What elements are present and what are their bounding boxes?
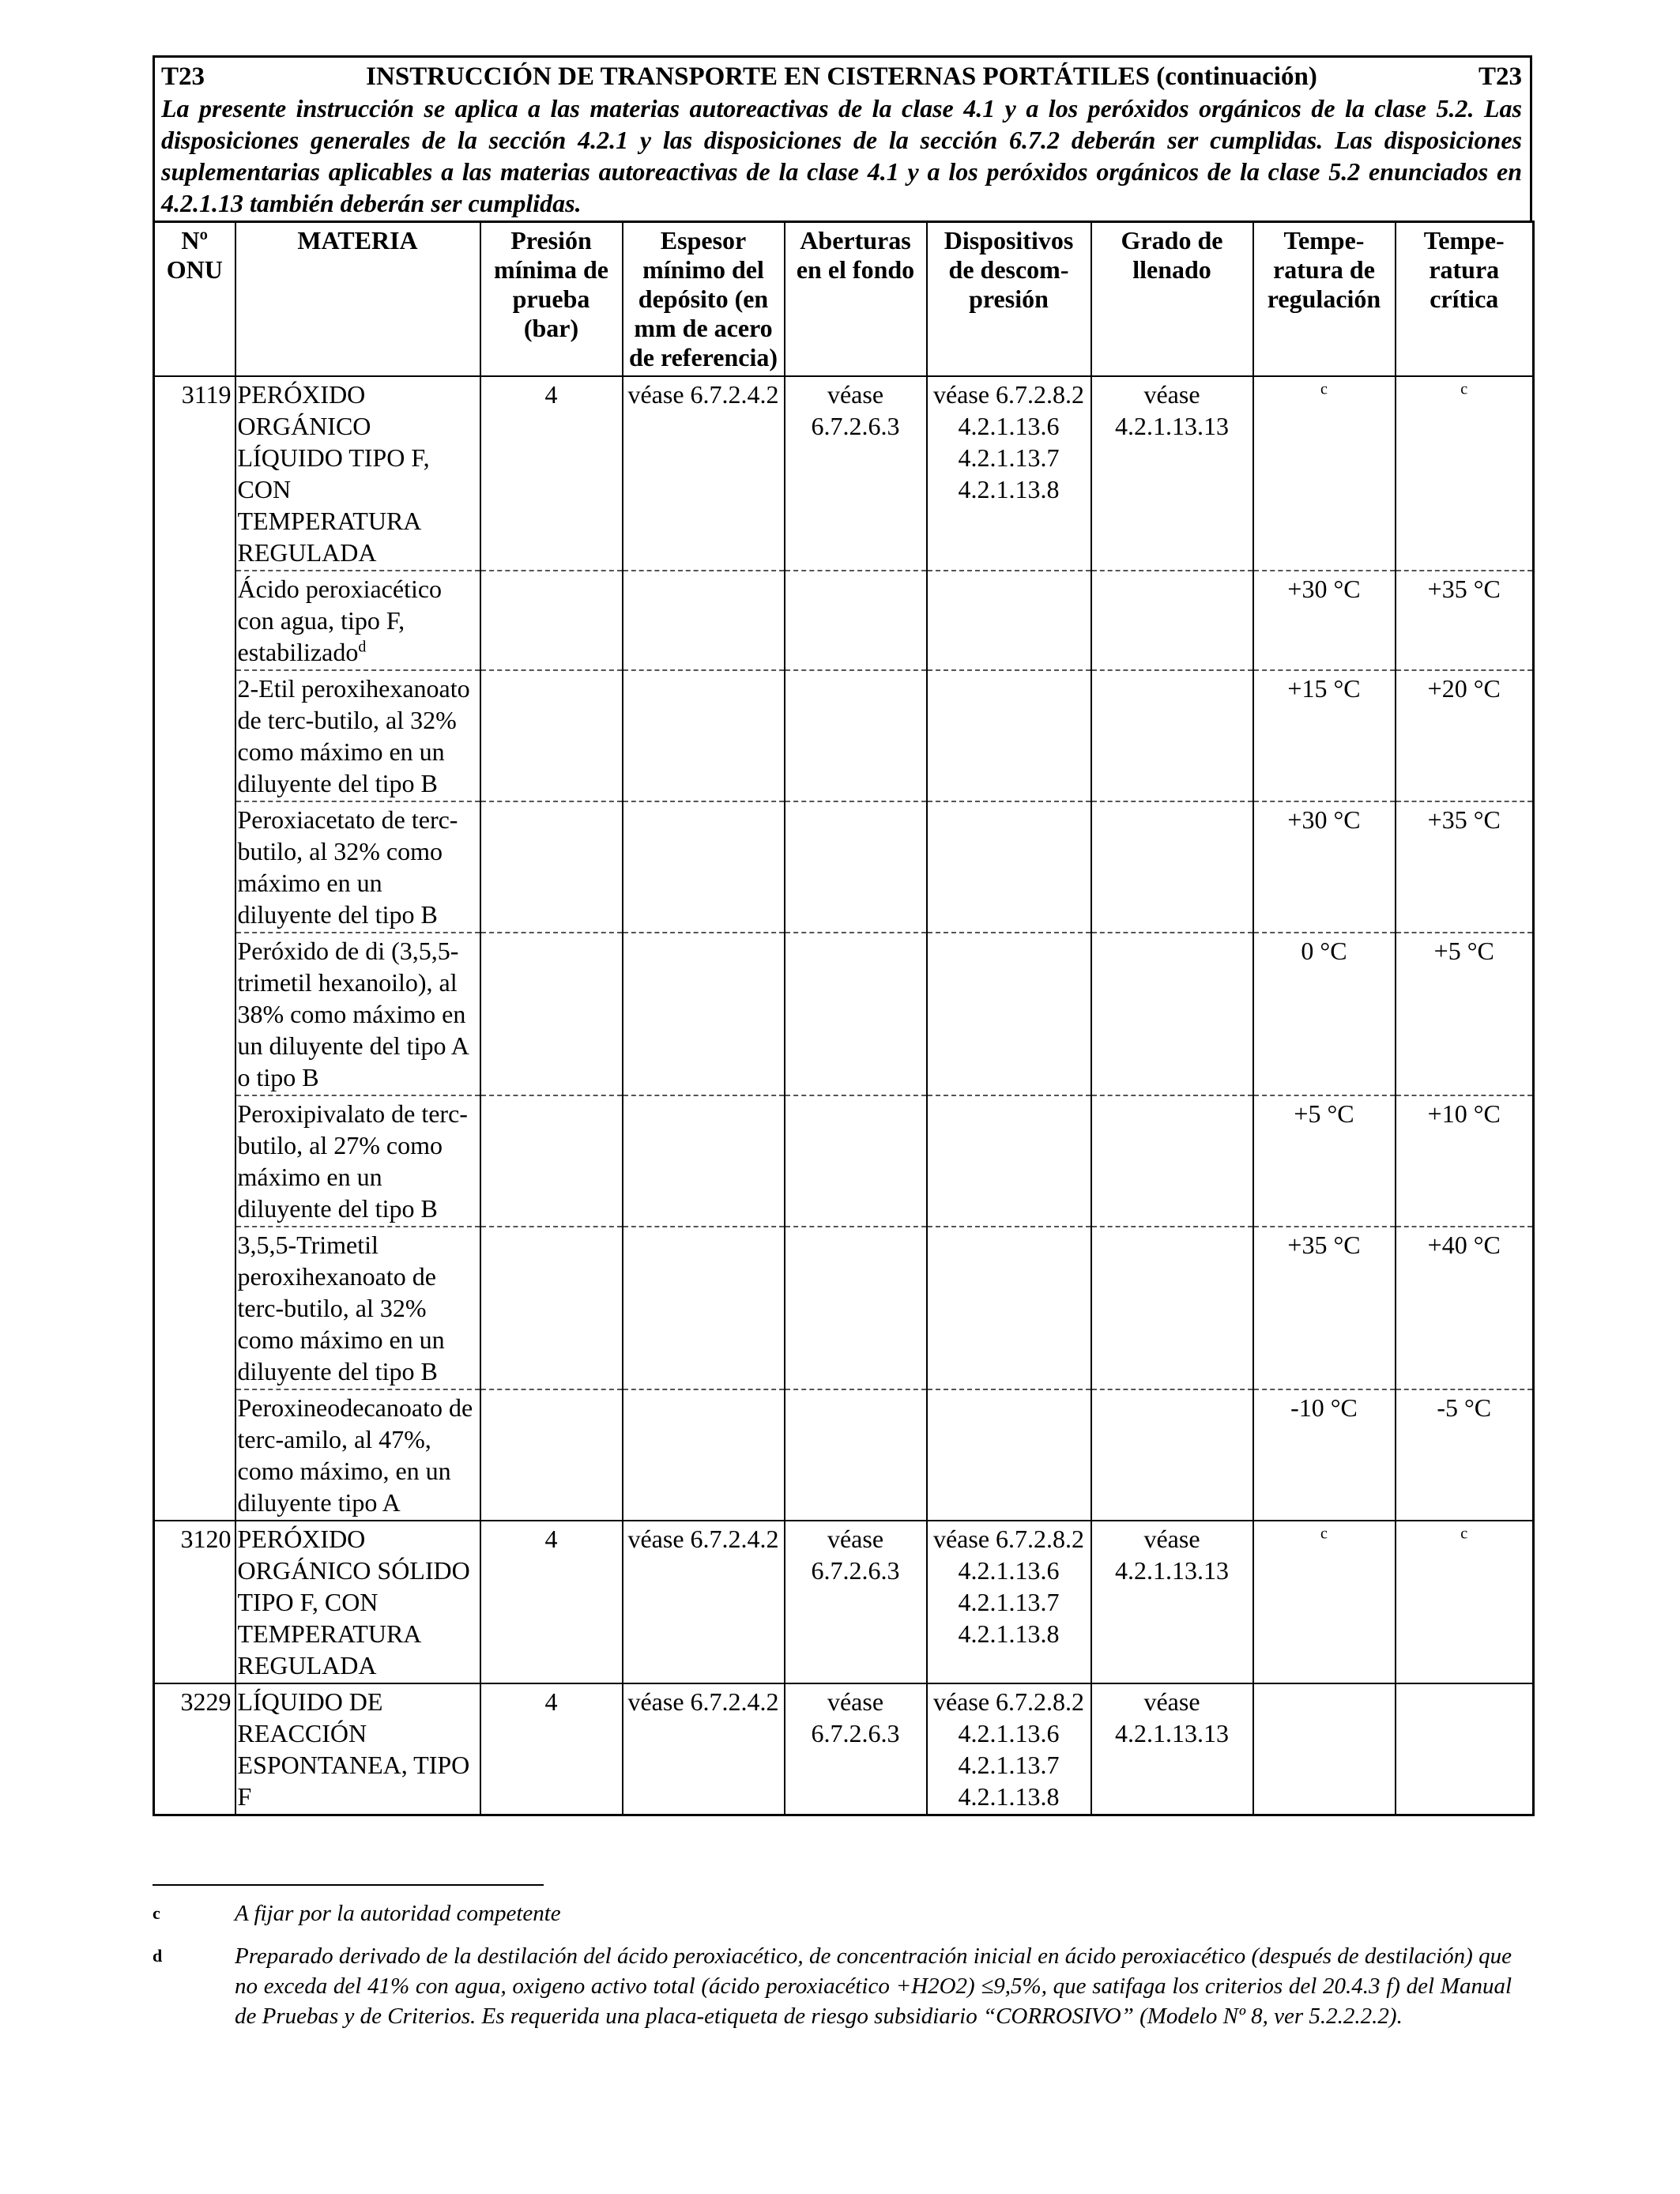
onu-cell: 3229 bbox=[154, 1683, 235, 1815]
col-t-reg: Tempe-ratura de regulación bbox=[1253, 222, 1396, 377]
t-crit-cell: +5 °C bbox=[1396, 933, 1534, 1095]
footnote-c bbox=[153, 1898, 1512, 1928]
footnote-text: A fijar por la autoridad competente bbox=[235, 1901, 561, 1926]
table-row bbox=[154, 571, 1534, 670]
materia-cell: Peroxipivalato de terc-butilo, al 27% como máximo en un diluyente del tipo B bbox=[235, 1095, 480, 1227]
grado-cell: véase 4.2.1.13.13 bbox=[1091, 1521, 1253, 1683]
materia-cell: Peróxido de di (3,5,5-trimetil hexanoilo), al 38% como máximo en un diluyente del tipo A o tipo B bbox=[235, 933, 480, 1095]
materia-cell: Peroxiacetato de terc-butilo, al 32% como máximo en un diluyente del tipo B bbox=[235, 801, 480, 933]
t-reg-cell: +15 °C bbox=[1253, 670, 1396, 801]
page-title: INSTRUCCIÓN DE TRANSPORTE EN CISTERNAS PORTÁTILES (continuación) bbox=[366, 62, 1317, 91]
materia-text: Ácido peroxiacético con agua, tipo F, estabilizado bbox=[237, 575, 443, 666]
dispositivos-cell: véase 6.7.2.8.2 4.2.1.13.6 4.2.1.13.7 4.2.1.13.8 bbox=[927, 1683, 1091, 1815]
header-row bbox=[154, 222, 1534, 377]
t-reg-cell bbox=[1253, 376, 1396, 571]
t-reg-cell: +30 °C bbox=[1253, 571, 1396, 670]
footnote-ref: c bbox=[1320, 380, 1328, 398]
t-crit-cell: +10 °C bbox=[1396, 1095, 1534, 1227]
t-reg-cell: -10 °C bbox=[1253, 1389, 1396, 1521]
t-crit-cell: -5 °C bbox=[1396, 1389, 1534, 1521]
onu-cell: 3119 bbox=[154, 376, 235, 571]
aberturas-cell: véase 6.7.2.6.3 bbox=[785, 1521, 927, 1683]
instruction-sheet bbox=[153, 55, 1532, 1816]
grado-cell: véase 4.2.1.13.13 bbox=[1091, 376, 1253, 571]
espesor-cell: véase 6.7.2.4.2 bbox=[623, 1683, 785, 1815]
materia-cell: PERÓXIDO ORGÁNICO SÓLIDO TIPO F, CON TEMPERATURA REGULADA bbox=[235, 1521, 480, 1683]
onu-cell: 3120 bbox=[154, 1521, 235, 1683]
t-reg-cell bbox=[1253, 1683, 1396, 1815]
col-materia: MATERIA bbox=[235, 222, 480, 377]
aberturas-cell: véase 6.7.2.6.3 bbox=[785, 376, 927, 571]
t-reg-cell bbox=[1253, 1521, 1396, 1683]
footnotes bbox=[153, 1898, 1512, 2044]
table-row bbox=[154, 1683, 1534, 1815]
col-grado: Grado de llenado bbox=[1091, 222, 1253, 377]
espesor-cell: véase 6.7.2.4.2 bbox=[623, 376, 785, 571]
footnote-ref: c bbox=[1460, 380, 1468, 398]
table-row bbox=[154, 1095, 1534, 1227]
table-row bbox=[154, 670, 1534, 801]
t-reg-cell: +35 °C bbox=[1253, 1227, 1396, 1389]
t-reg-cell: +5 °C bbox=[1253, 1095, 1396, 1227]
col-t-crit: Tempe-ratura crítica bbox=[1396, 222, 1534, 377]
table-row bbox=[154, 1227, 1534, 1389]
materia-cell: Peroxineodecanoato de terc-amilo, al 47%, como máximo, en un diluyente tipo A bbox=[235, 1389, 480, 1521]
t-reg-cell: +30 °C bbox=[1253, 801, 1396, 933]
footnote-ref: c bbox=[1460, 1525, 1468, 1543]
table-row bbox=[154, 801, 1534, 933]
dispositivos-cell: véase 6.7.2.8.2 4.2.1.13.6 4.2.1.13.7 4.2.1.13.8 bbox=[927, 1521, 1091, 1683]
dispositivos-cell: véase 6.7.2.8.2 4.2.1.13.6 4.2.1.13.7 4.2.1.13.8 bbox=[927, 376, 1091, 571]
t-crit-cell: +35 °C bbox=[1396, 571, 1534, 670]
t-reg-cell: 0 °C bbox=[1253, 933, 1396, 1095]
footnote-separator bbox=[153, 1884, 544, 1886]
title-bar bbox=[161, 61, 1522, 92]
t-crit-cell: +20 °C bbox=[1396, 670, 1534, 801]
espesor-cell: véase 6.7.2.4.2 bbox=[623, 1521, 785, 1683]
transport-table bbox=[153, 221, 1535, 1816]
intro-paragraph: La presente instrucción se aplica a las materias autoreactivas de la clase 4.1 y a los peróxidos orgánicos de la clase 5.2. Las disposiciones generales de la sección 4.2.1 y las disposiciones de la sección 6.7.2 deberán ser cumplidas. Las disposiciones suplementarias aplicables a las materias autoreactivas de la clase 4.1 y a los peróxidos orgánicos de la clase 5.2 enunciados en 4.2.1.13 también deberán ser cumplidas. bbox=[161, 94, 1522, 217]
col-presion: Presión mínima de prueba (bar) bbox=[480, 222, 623, 377]
presion-cell: 4 bbox=[480, 376, 623, 571]
table-row bbox=[154, 1389, 1534, 1521]
code-right: T23 bbox=[1478, 62, 1522, 91]
col-aberturas: Aberturas en el fondo bbox=[785, 222, 927, 377]
materia-cell bbox=[235, 571, 480, 670]
code-left: T23 bbox=[161, 62, 205, 91]
materia-cell: 2-Etil peroxihexanoato de terc-butilo, al 32% como máximo en un diluyente del tipo B bbox=[235, 670, 480, 801]
t-crit-cell: +40 °C bbox=[1396, 1227, 1534, 1389]
materia-cell: 3,5,5-Trimetil peroxihexanoato de terc-butilo, al 32% como máximo en un diluyente del tipo B bbox=[235, 1227, 480, 1389]
footnote-marker: d bbox=[153, 1946, 163, 1966]
t-crit-cell bbox=[1396, 376, 1534, 571]
col-onu: Nº ONU bbox=[154, 222, 235, 377]
t-crit-cell bbox=[1396, 1521, 1534, 1683]
materia-cell: PERÓXIDO ORGÁNICO LÍQUIDO TIPO F, CON TEMPERATURA REGULADA bbox=[235, 376, 480, 571]
col-espesor: Espesor mínimo del depósito (en mm de acero de referencia) bbox=[623, 222, 785, 377]
presion-cell: 4 bbox=[480, 1683, 623, 1815]
aberturas-cell: véase 6.7.2.6.3 bbox=[785, 1683, 927, 1815]
footnote-marker: c bbox=[153, 1903, 160, 1923]
t-crit-cell bbox=[1396, 1683, 1534, 1815]
presion-cell: 4 bbox=[480, 1521, 623, 1683]
grado-cell: véase 4.2.1.13.13 bbox=[1091, 1683, 1253, 1815]
footnote-d bbox=[153, 1941, 1512, 2031]
col-dispositivos: Dispositivos de descom-presión bbox=[927, 222, 1091, 377]
materia-cell: LÍQUIDO DE REACCIÓN ESPONTANEA, TIPO F bbox=[235, 1683, 480, 1815]
footnote-ref: c bbox=[1320, 1525, 1328, 1543]
table-row bbox=[154, 1521, 1534, 1683]
instruction-header bbox=[153, 55, 1532, 221]
table-row bbox=[154, 376, 1534, 571]
table-row bbox=[154, 933, 1534, 1095]
footnote-text: Preparado derivado de la destilación del ácido peroxiacético, de concentración inicial en ácido peroxiacético (después de destilación) que no exceda del 41% con agua, oxigeno activo total (ácido peroxiacético +H2O2) ≤9,5%, que satifaga los criterios del 20.4.3 f) del Manual de Pruebas y de Criterios. Es requerida una placa-etiqueta de riesgo subsidiario “CORROSIVO” (Modelo Nº 8, ver 5.2.2.2.2). bbox=[235, 1943, 1512, 2029]
footnote-ref: d bbox=[358, 638, 367, 656]
t-crit-cell: +35 °C bbox=[1396, 801, 1534, 933]
